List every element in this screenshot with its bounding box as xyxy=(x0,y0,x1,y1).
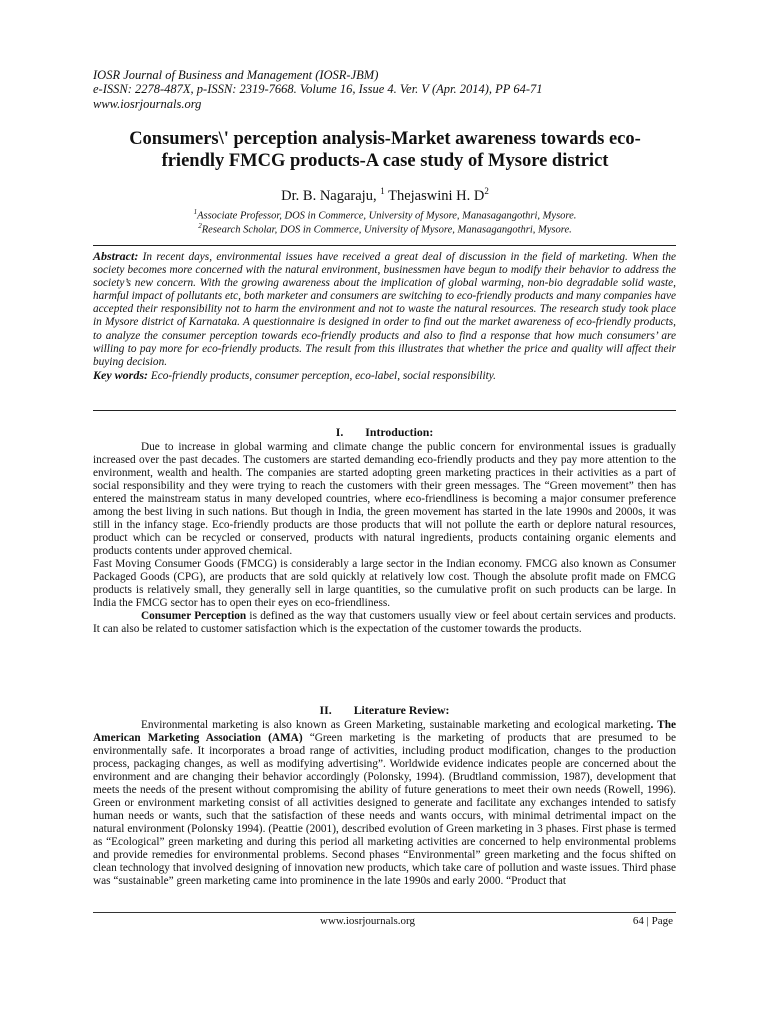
affiliation-2-text: Research Scholar, DOS in Commerce, University of Mysore, Manasagangothri, Mysore. xyxy=(201,224,572,236)
section-2-text-b: “Green marketing is the marketing of products that are presumed to be environmentally safe. It incorporates a broad range of activities, including product modification, changes to the production process, packaging changes, as well as modifying advertising”. Worldwide evidence indicates people are concerned about the environment and are changing their behavior accordingly (Polonsky, 1994). (Brudtland commission, 1987), development that meets the needs of the present without compromising the ability of future generations to meet their own needs (Rowell, 1996). Green or environment marketing consist of all activities designed to generate and facilitate any exchanges intended to satisfy human needs or wants, such that the satisfaction of these needs and wants occurs, with minimal detrimental impact on the natural environment (Polonsky 1994). (Peattie (2001), described evolution of Green marketing in 3 phases. First phase is termed as “Ecological” green marketing and during this period all marketing activities are concerned to help environmental problems and provide remedies for environmental problems. Second phases “Environmental” green marketing and the focus shifted on clean technology that involved designing of innovation new products, which take care of pollution and waste issues. Third phase was “sustainable” green marketing came into prominence in the late 1990s and early 2000. “Product that xyxy=(93,732,676,887)
author-1: Dr. B. Nagaraju, xyxy=(281,187,377,204)
section-1-number: I. xyxy=(335,425,344,439)
journal-name: IOSR Journal of Business and Management (IOSR-JBM) xyxy=(93,68,379,82)
consumer-perception-text: is defined as the way that customers usually view or feel about certain services and products. It can also be related to customer satisfaction which is the expectation of the customer towards the products. xyxy=(93,610,676,635)
section-2-title: Literature Review: xyxy=(353,703,450,717)
title-line-2: friendly FMCG products-A case study of Mysore district xyxy=(161,151,609,171)
affiliation-2-sup: 2 xyxy=(198,222,202,230)
section-2-body xyxy=(93,719,676,888)
affiliation-2 xyxy=(85,222,685,236)
ama-reference: . The American Marketing Association (AMA) xyxy=(93,719,676,744)
section-1-title: Introduction: xyxy=(365,425,434,439)
section-1-paragraph-3 xyxy=(93,610,676,636)
section-2-heading xyxy=(93,703,676,718)
abstract-text: In recent days, environmental issues have received a great deal of discussion in the field of marketing. When the society becomes more concerned with the natural environment, businessmen have begun to modify their behavior to address the society’s new concern. With the growing awareness about the implication of global warming, non-bio degradable solid waste, harmful impact of pollutants etc, both marketer and consumers are switching to eco-friendly products and many companies have accepted their responsibility not to harm the environment and not to waste the natural resources. The research study took place in Mysore district of Karnataka. A questionnaire is designed in order to find out the market awareness of eco-friendly products, to analyze the consumer perception towards eco-friendly products and also to find a response that how much consumers’ are willing to pay more for eco-friendly products. The result from this illustrates that whether the price and quality will affect their buying decision. xyxy=(93,251,676,368)
affiliation-1-text: Associate Professor, DOS in Commerce, University of Mysore, Manasagangothri, Mysore. xyxy=(197,210,577,222)
section-1-body xyxy=(93,441,676,636)
author-1-sup: 1 xyxy=(380,186,385,196)
section-2-paragraph-1 xyxy=(93,719,676,888)
journal-site: www.iosrjournals.org xyxy=(93,96,202,111)
abstract xyxy=(93,250,676,383)
affiliation-1-sup: 1 xyxy=(193,208,198,216)
abstract-top-rule xyxy=(93,245,676,246)
section-1-paragraph-2: Fast Moving Consumer Goods (FMCG) is considerably a large sector in the Indian economy. FMCG also known as Consumer Packaged Goods (CPG), are products that are sold quickly at relatively low cost. Though the absolute profit made on FMCG products is relatively small, they generally sell in large quantities, so the cumulative profit on such products can be large. In India the FMCG sector has to open their eyes on eco-friendliness. xyxy=(93,558,676,609)
footer-page-number: 64 | Page xyxy=(632,915,673,927)
section-2-text-a: Environmental marketing is also known as Green Marketing, sustainable marketing and ecological marketing xyxy=(141,719,651,731)
affiliation-1 xyxy=(85,208,685,222)
section-2-number: II. xyxy=(319,703,332,717)
footer-rule xyxy=(93,912,676,913)
paper-title xyxy=(85,128,685,172)
author-2: Thejaswini H. D xyxy=(388,187,485,204)
author-2-sup: 2 xyxy=(484,186,489,196)
section-1-paragraph-1: Due to increase in global warming and climate change the public concern for environmental issues is gradually increased over the past decades. The customers are started demanding eco-friendly products and they pay more attention to the environment, wealth and health. The companies are started adopting green marketing practices in their activities as a part of social responsibility and they were trying to reach the customers with their green messages. The “Green movement” then has entered the mainstream status in many developed countries, where eco-friendliness is becoming a major consumer preference among the best living in such nations. But though in India, the green movement has started in the late 1990s and 2000s, it was still in the infancy stage. Eco-friendly products are those products that will not pollute the earth or deplore natural resources, product which can be recycled or conserved, products with natural ingredients, products containing organic elements and products contents under approved chemical. xyxy=(93,441,676,557)
footer-site: www.iosrjournals.org xyxy=(320,915,416,927)
section-1-heading xyxy=(93,425,676,440)
journal-header xyxy=(93,68,542,111)
abstract-bottom-rule xyxy=(93,410,676,411)
keywords-label: Key words: xyxy=(93,367,148,382)
author-list xyxy=(85,186,685,205)
keywords-text: Eco-friendly products, consumer perception, eco-label, social responsibility. xyxy=(150,369,496,382)
consumer-perception-term: Consumer Perception xyxy=(141,610,247,622)
journal-issn: e-ISSN: 2278-487X, p-ISSN: 2319-7668. Volume 16, Issue 4. Ver. V (Apr. 2014), PP 64-71 xyxy=(93,82,543,97)
title-line-1: Consumers\' perception analysis-Market awareness towards eco- xyxy=(129,129,641,149)
abstract-label: Abstract: xyxy=(93,249,139,263)
